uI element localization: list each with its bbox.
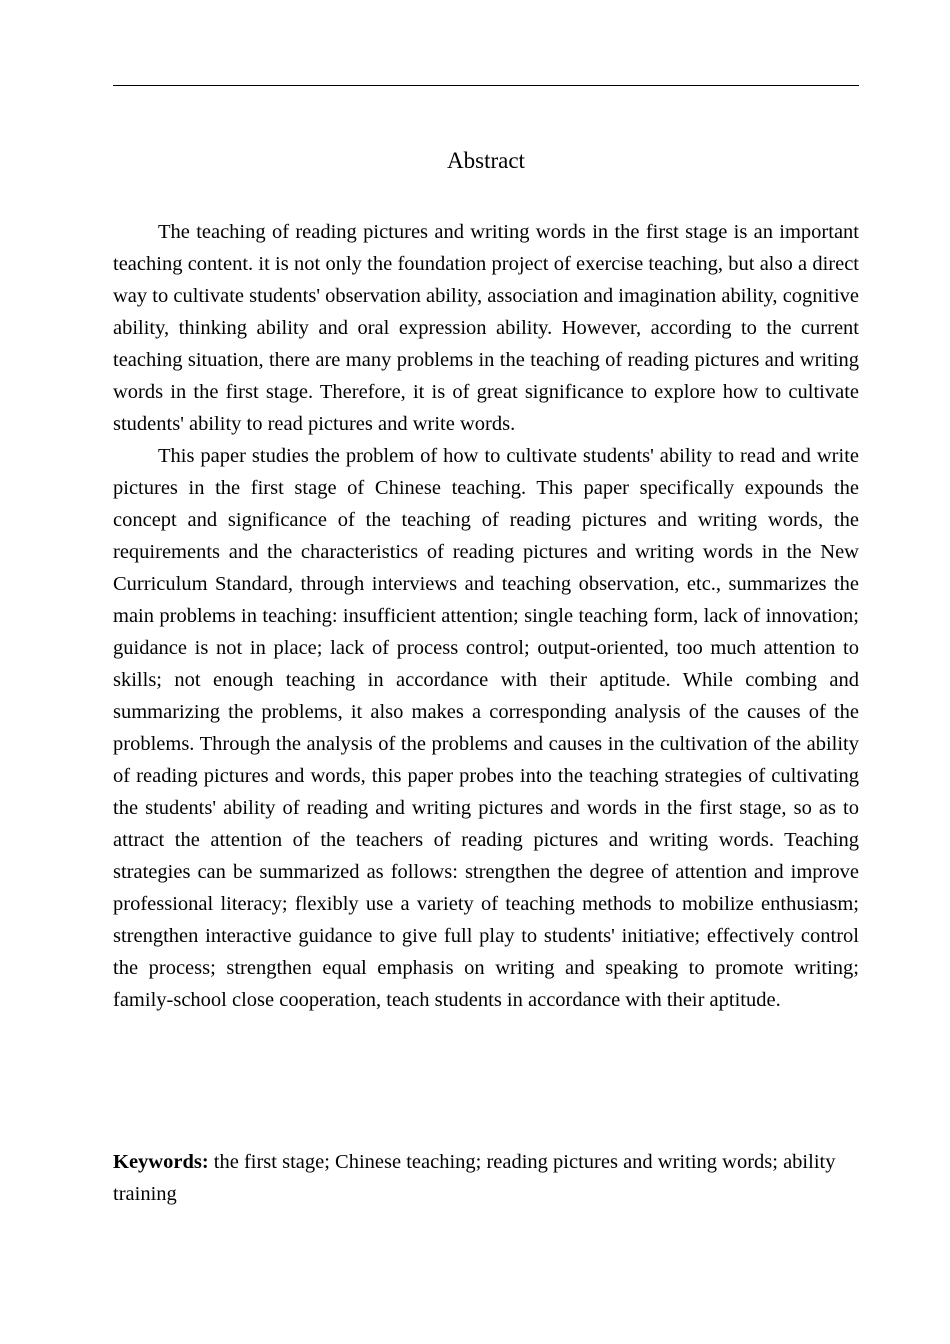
abstract-paragraph-2: This paper studies the problem of how to cultivate students' ability to read and write pictures in the first stage of Chinese teaching. This paper specifically expounds the concept and significance of the teaching of reading pictures and writing words, the requirements and the characteristics of reading pictures and writing words in the New Curriculum Standard, through interviews and teaching observation, etc., summarizes the main problems in teaching: insufficient attention; single teaching form, lack of innovation; guidance is not in place; lack of process control; output-oriented, too much attention to skills; not enough teaching in accordance with their aptitude. While combing and summarizing the problems, it also makes a corresponding analysis of the causes of the problems. Through the analysis of the problems and causes in the cultivation of the ability of reading pictures and words, this paper probes into the teaching strategies of cultivating the students' ability of reading and writing pictures and words in the first stage, so as to attract the attention of the teachers of reading pictures and writing words. Teaching strategies can be summarized as follows: strengthen the degree of attention and improve professional literacy; flexibly use a variety of teaching methods to mobilize enthusiasm; strengthen interactive guidance to give full play to students' initiative; effectively control the process; strengthen equal emphasis on writing and speaking to promote writing; family-school close cooperation, teach students in accordance with their aptitude. <box>113 445 859 1011</box>
abstract-body <box>113 216 859 1016</box>
abstract-paragraph-1: The teaching of reading pictures and writing words in the first stage is an important teaching content. it is not only the foundation project of exercise teaching, but also a direct way to cultivate students' observation ability, association and imagination ability, cognitive ability, thinking ability and oral expression ability. However, according to the current teaching situation, there are many problems in the teaching of reading pictures and writing words in the first stage. Therefore, it is of great significance to explore how to cultivate students' ability to read pictures and write words. <box>113 221 859 435</box>
abstract-title: Abstract <box>447 148 525 173</box>
keywords-line <box>113 1146 859 1210</box>
header-rule <box>113 85 859 86</box>
keywords-label: Keywords: <box>113 1151 209 1173</box>
keywords-text: the first stage; Chinese teaching; reading pictures and writing words; ability training <box>113 1151 836 1205</box>
